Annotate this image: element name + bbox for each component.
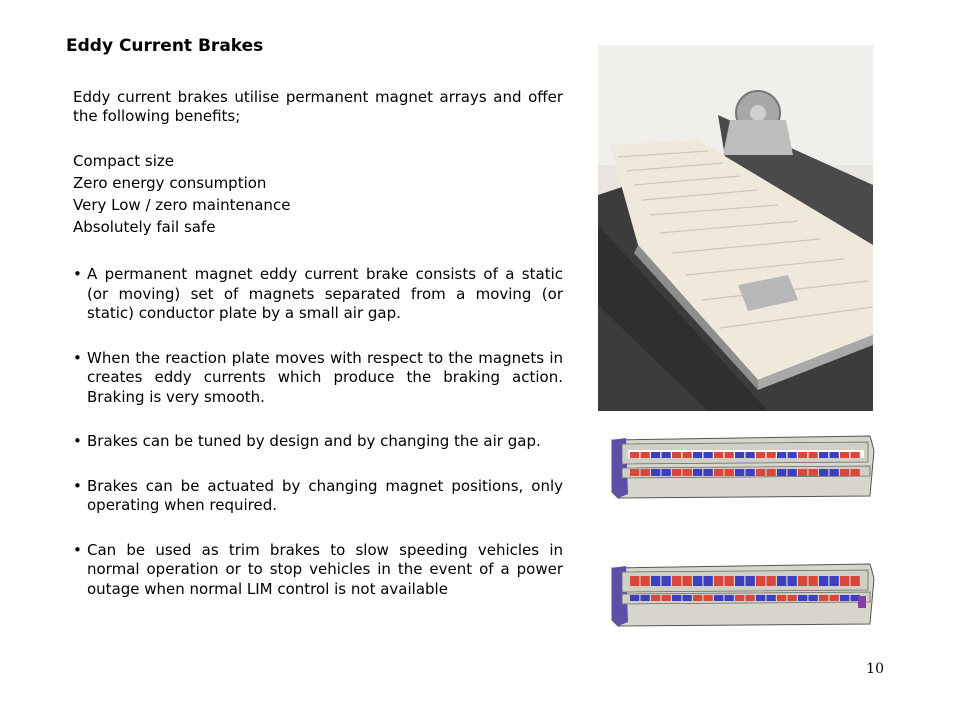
magnet-segment	[788, 469, 797, 476]
magnet-segment	[662, 469, 671, 476]
magnet-segment	[714, 576, 723, 586]
magnet-segment	[819, 469, 828, 476]
magnet-segment	[809, 576, 818, 586]
magnet-segment	[693, 595, 702, 601]
benefit-item: Compact size	[73, 152, 174, 170]
bullet-text: Brakes can be actuated by changing magnet positions, only operating when required.	[87, 476, 563, 514]
magnet-segment	[683, 469, 692, 476]
magnet-segment	[756, 595, 765, 601]
magnet-segment	[788, 595, 797, 601]
magnet-segment	[830, 469, 839, 476]
magnet-segment	[756, 576, 765, 586]
bullet-dot: •	[73, 540, 82, 559]
page-number: 10	[866, 661, 884, 677]
magnet-segment	[651, 469, 660, 476]
magnet-segment	[641, 452, 650, 458]
magnet-segment	[819, 576, 828, 586]
bullet-text: A permanent magnet eddy current brake consists of a static (or moving) set of magnets separated from a moving (or static) conductor plate by a small air gap.	[87, 265, 563, 322]
magnet-segment	[819, 452, 828, 458]
brake-cross-section-diagram	[608, 432, 878, 500]
magnet-segment	[630, 595, 639, 601]
magnet-segment	[746, 452, 755, 458]
magnet-segment	[693, 469, 702, 476]
bullet-text: When the reaction plate moves with respect to the magnets in creates eddy currents which produce the braking action. Braking is very smooth.	[87, 348, 563, 406]
brake-photo	[598, 45, 873, 411]
magnet-segment	[662, 576, 671, 586]
magnet-segment	[704, 576, 713, 586]
magnet-segment	[662, 452, 671, 458]
magnet-segment	[777, 469, 786, 476]
magnet-segment	[672, 576, 681, 586]
bullet-dot: •	[73, 476, 82, 495]
magnet-segment	[777, 576, 786, 586]
magnet-segment	[630, 469, 639, 476]
magnet-segment	[662, 595, 671, 601]
magnet-segment	[672, 595, 681, 601]
benefit-item: Absolutely fail safe	[73, 218, 216, 236]
bullet-dot: •	[73, 265, 82, 283]
bullet-text: Brakes can be tuned by design and by changing the air gap.	[87, 432, 541, 450]
benefit-item: Zero energy consumption	[73, 174, 267, 192]
magnet-segment	[725, 595, 734, 601]
bullet-item	[73, 477, 563, 516]
magnet-segment	[693, 452, 702, 458]
magnet-segment	[704, 595, 713, 601]
magnet-segment	[630, 452, 639, 458]
magnet-segment	[641, 576, 650, 586]
magnet-segment	[830, 452, 839, 458]
magnet-segment	[767, 452, 776, 458]
magnet-segment	[693, 576, 702, 586]
magnet-segment	[704, 452, 713, 458]
bullet-item	[73, 349, 563, 408]
magnet-segment	[756, 452, 765, 458]
magnet-segment	[725, 469, 734, 476]
magnet-segment	[767, 469, 776, 476]
magnet-segment	[851, 469, 860, 476]
magnet-segment	[630, 576, 639, 586]
magnet-segment	[683, 595, 692, 601]
bullet-list	[73, 265, 563, 599]
magnet-segment	[767, 595, 776, 601]
bullet-dot: •	[73, 348, 82, 367]
magnet-segment	[735, 595, 744, 601]
magnet-segment	[651, 452, 660, 458]
magnet-segment	[746, 469, 755, 476]
brake-cross-section-diagram	[608, 560, 878, 628]
magnet-segment	[725, 452, 734, 458]
magnet-segment	[809, 469, 818, 476]
bullet-item	[73, 541, 563, 600]
magnet-segment	[735, 452, 744, 458]
magnet-segment	[672, 469, 681, 476]
magnet-segment	[714, 595, 723, 601]
magnet-segment	[809, 452, 818, 458]
slide-title: Eddy Current Brakes	[66, 36, 264, 56]
magnet-segment	[819, 595, 828, 601]
bullet-dot: •	[73, 432, 82, 450]
intro-paragraph: Eddy current brakes utilise permanent magnet arrays and offer the following benefits;	[73, 88, 563, 125]
magnet-segment	[683, 452, 692, 458]
magnet-segment	[830, 576, 839, 586]
magnet-segment	[809, 595, 818, 601]
magnet-segment	[704, 469, 713, 476]
magnet-segment	[641, 469, 650, 476]
magnet-segment	[746, 595, 755, 601]
benefit-item: Very Low / zero maintenance	[73, 196, 291, 214]
magnet-segment	[672, 452, 681, 458]
magnet-segment	[798, 469, 807, 476]
benefits-list	[73, 150, 563, 238]
magnet-segment	[714, 469, 723, 476]
magnet-segment	[840, 576, 849, 586]
magnet-segment	[840, 595, 849, 601]
magnet-segment	[777, 595, 786, 601]
magnet-segment	[735, 576, 744, 586]
magnet-segment	[798, 576, 807, 586]
magnet-segment	[777, 452, 786, 458]
magnet-segment	[851, 576, 860, 586]
bullet-item	[73, 265, 563, 324]
magnet-segment	[651, 576, 660, 586]
magnet-segment	[651, 595, 660, 601]
magnet-segment	[788, 452, 797, 458]
bullet-text: Can be used as trim brakes to slow speeding vehicles in normal operation or to stop vehicles in the event of a power outage when normal LIM control is not available	[87, 540, 563, 598]
magnet-segment	[840, 469, 849, 476]
magnet-segment	[746, 576, 755, 586]
bullet-item	[73, 432, 563, 452]
magnet-segment	[851, 452, 860, 458]
magnet-segment	[735, 469, 744, 476]
magnet-segment	[840, 452, 849, 458]
magnet-segment	[756, 469, 765, 476]
magnet-segment	[767, 576, 776, 586]
magnet-segment	[798, 595, 807, 601]
magnet-segment	[641, 595, 650, 601]
magnet-segment	[830, 595, 839, 601]
magnet-segment	[683, 576, 692, 586]
magnet-segment	[725, 576, 734, 586]
magnet-segment	[798, 452, 807, 458]
magnet-segment	[714, 452, 723, 458]
magnet-segment	[788, 576, 797, 586]
